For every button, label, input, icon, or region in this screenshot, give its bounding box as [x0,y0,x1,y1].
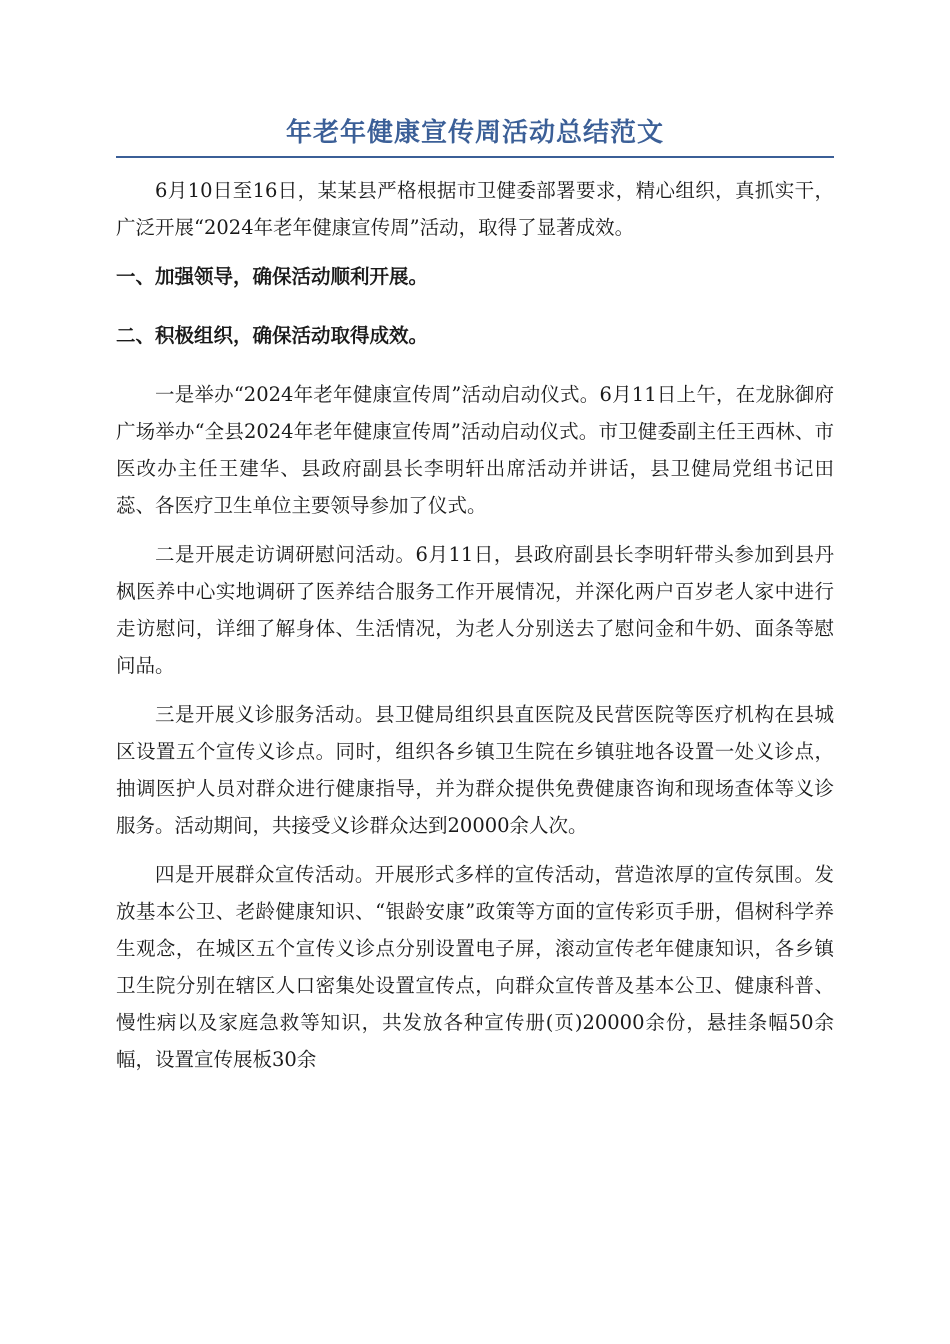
body-paragraph-3: 三是开展义诊服务活动。县卫健局组织县直医院及民营医院等医疗机构在县城区设置五个宣传义诊点。同时，组织各乡镇卫生院在乡镇驻地各设置一处义诊点，抽调医护人员对群众进行健康指导，并为群众提供免费健康咨询和现场查体等义诊服务。活动期间，共接受义诊群众达到20000余人次。 [116,703,834,837]
body-paragraph-1: 一是举办“2024年老年健康宣传周”活动启动仪式。6月11日上午，在龙脉御府广场举办“全县2024年老年健康宣传周”活动启动仪式。市卫健委副主任王西林、市医改办主任王建华、县政府副县长李明轩出席活动并讲话，县卫健局党组书记田蕊、各医疗卫生单位主要领导参加了仪式。 [116,383,834,517]
section-heading-2: 二、积极组织，确保活动取得成效。 [116,324,429,347]
section-heading-1: 一、加强领导，确保活动顺利开展。 [116,265,429,288]
intro-paragraph: 6月10日至16日，某某县严格根据市卫健委部署要求，精心组织，真抓实干，广泛开展“2024年老年健康宣传周”活动，取得了显著成效。 [116,179,834,239]
document-title: 年老年健康宣传周活动总结范文 [116,112,834,158]
document-page [116,112,834,1090]
body-paragraph-2: 二是开展走访调研慰问活动。6月11日，县政府副县长李明轩带头参加到县丹枫医养中心实地调研了医养结合服务工作开展情况，并深化两户百岁老人家中进行走访慰问，详细了解身体、生活情况，为老人分别送去了慰问金和牛奶、面条等慰问品。 [116,543,834,677]
body-paragraph-4: 四是开展群众宣传活动。开展形式多样的宣传活动，营造浓厚的宣传氛围。发放基本公卫、老龄健康知识、“银龄安康”政策等方面的宣传彩页手册，倡树科学养生观念，在城区五个宣传义诊点分别设置电子屏，滚动宣传老年健康知识，各乡镇卫生院分别在辖区人口密集处设置宣传点，向群众宣传普及基本公卫、健康科普、慢性病以及家庭急救等知识，共发放各种宣传册(页)20000余份，悬挂条幅50余幅，设置宣传展板30余 [116,863,834,1071]
